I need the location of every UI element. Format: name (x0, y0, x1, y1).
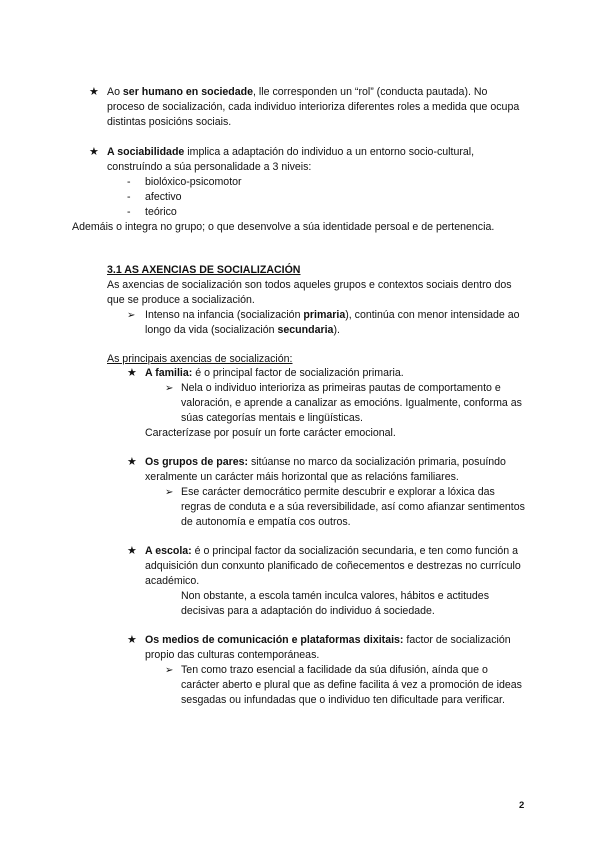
bold-text: A escola: (145, 545, 192, 557)
text: factor de socialización propio das culturas contemporáneas. (145, 634, 511, 661)
bold-text: ser humano en sociedade (122, 86, 254, 98)
dash-bullet: - (127, 206, 131, 218)
intro-closing: Ademáis o integra no grupo; o que desenvolve a súa identidade persoal e de pertenencia. (72, 221, 495, 233)
agency-medios-sub: Ten como trazo esencial a facilidade da súa difusión, aínda que o carácter aberto e plural que as define facilita á vez a promoción de ideas sesgadas ou infundadas que o individuo ten dificultade para verificar. (181, 664, 522, 706)
section-sub (145, 308, 525, 338)
section-heading: 3.1 AS AXENCIAS DE SOCIALIZACIÓN (107, 264, 301, 276)
text: implica a adaptación do individuo a un entorno socio-cultural, construíndo a súa personalidade a 3 niveis: (107, 146, 475, 173)
dash-bullet: - (127, 191, 131, 203)
dash-bullet: - (127, 176, 131, 188)
star-bullet-icon: ★ (89, 86, 99, 98)
text: ), continúa con menor intensidade ao longo da vida (socialización (145, 309, 520, 336)
text: é o principal factor da socialización secundaria, e ten como función a adquisición dun conxunto planificado de coñecementos e destrezas no currículo académico. (145, 545, 521, 587)
level-item: teórico (145, 206, 177, 218)
star-bullet-icon: ★ (127, 545, 137, 557)
level-item: afectivo (145, 191, 182, 203)
intro-paragraph-2 (107, 145, 522, 175)
list-heading: As principais axencias de socialización: (107, 353, 293, 365)
arrow-bullet-icon: ➢ (165, 665, 174, 676)
star-bullet-icon: ★ (127, 456, 137, 468)
text: ). (333, 324, 340, 336)
star-bullet-icon: ★ (89, 146, 99, 158)
agency-familia-sub: Nela o individuo interioriza as primeiras pautas de comportamento e valoración, e aprende a canalizar as emocións. Igualmente, conforma as súas categorías mentais e lingüísticas. (181, 382, 522, 424)
agency-medios (145, 633, 525, 663)
bold-text: Os grupos de pares: (145, 456, 249, 468)
bold-text: primaria (303, 309, 346, 321)
star-bullet-icon: ★ (127, 634, 137, 646)
agency-familia (145, 366, 525, 381)
level-item: biolóxico-psicomotor (145, 176, 242, 188)
text: Ao (107, 86, 123, 98)
arrow-bullet-icon: ➢ (165, 487, 174, 498)
text: é o principal factor de socialización primaria. (192, 367, 404, 379)
page-number: 2 (519, 800, 525, 811)
text: , lle corresponden un “rol” (conducta pautada). No proceso de socialización, cada individuo interioriza diferentes roles a medida que ocupa distintas posicións sociais. (107, 86, 520, 128)
bold-text: secundaria (277, 324, 334, 336)
agency-familia-note: Caracterízase por posuír un forte carácter emocional. (145, 427, 396, 439)
intro-paragraph-1 (107, 85, 527, 130)
bold-text: Os medios de comunicación e plataformas dixitais: (145, 634, 404, 646)
section-intro: As axencias de socialización son todos aqueles grupos e contextos sociais dentro dos que se produce a socialización. (107, 279, 512, 306)
star-bullet-icon: ★ (127, 367, 137, 379)
agency-escola-note: Non obstante, a escola tamén inculca valores, hábitos e actitudes decisivas para a adaptación do individuo á sociedade. (181, 590, 489, 617)
agency-pares (145, 455, 525, 485)
text: sitúanse no marco da socialización primaria, posuíndo xeralmente un carácter máis horizontal que as relacións familiares. (145, 456, 506, 483)
arrow-bullet-icon: ➢ (127, 310, 136, 321)
text: Intenso na infancia (socialización (145, 309, 304, 321)
agency-pares-sub: Ese carácter democrático permite descubrir e explorar a lóxica das regras de conduta e a súa reversibilidade, así como afianzar sentimentos de autonomía e empatía cos outros. (181, 486, 525, 528)
agency-escola (145, 544, 530, 589)
bold-text: A familia: (145, 367, 193, 379)
arrow-bullet-icon: ➢ (165, 383, 174, 394)
bold-text: A sociabilidade (107, 146, 185, 158)
